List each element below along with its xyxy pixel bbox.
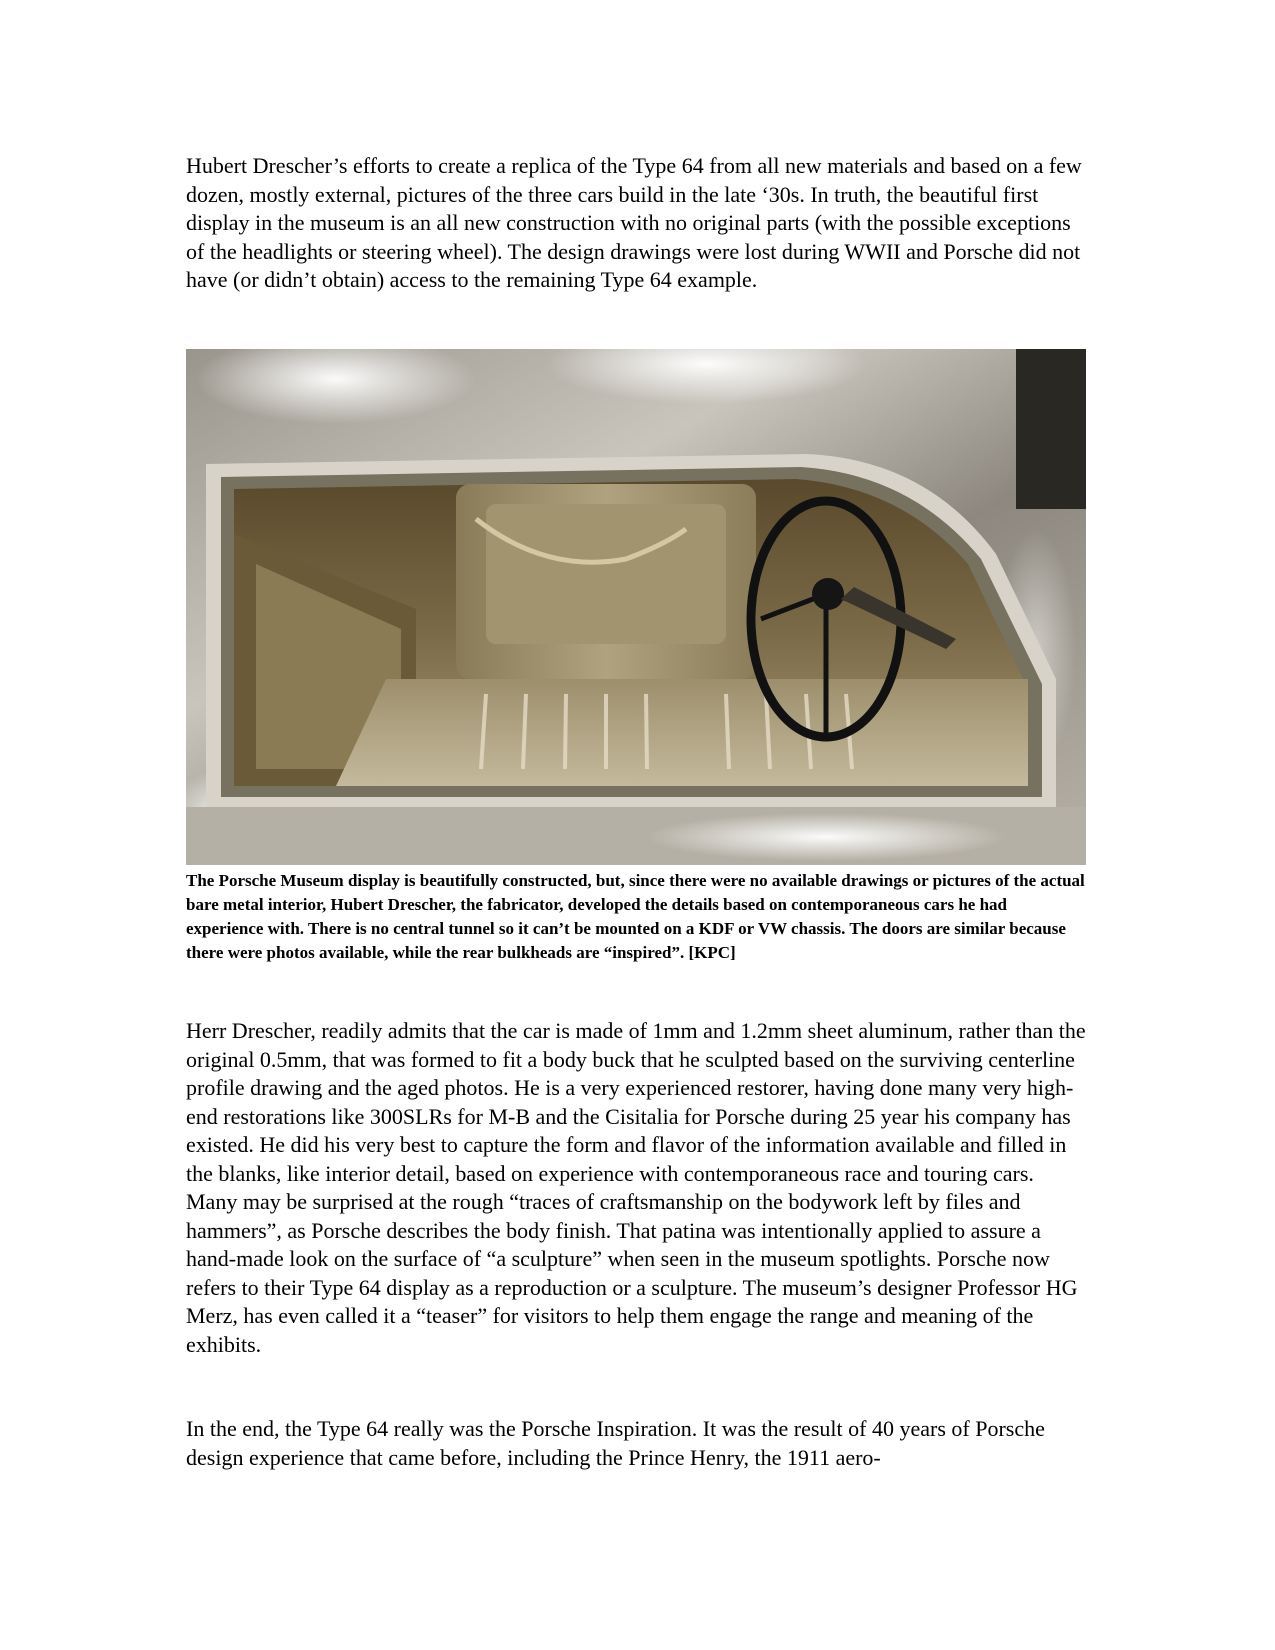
body-paragraph-2: Herr Drescher, readily admits that the car is made of 1mm and 1.2mm sheet aluminum, rather than the original 0.5mm, that was formed to fit a body buck that he sculpted based on the surviving centerline profile drawing and the aged photos. He is a very experienced restorer, having done many very high-end restorations like 300SLRs for M-B and the Cisitalia for Porsche during 25 year his company has existed. He did his very best to capture the form and flavor of the information available and filled in the blanks, like interior detail, based on experience with contemporaneous race and touring cars. Many may be surprised at the rough “traces of craftsmanship on the bodywork left by files and hammers”, as Porsche describes the body finish. That patina was intentionally applied to assure a hand-made look on the surface of “a sculpture” when seen in the museum spotlights. Porsche now refers to their Type 64 display as a reproduction or a sculpture. The museum’s designer Professor HG Merz, has even called it a “teaser” for visitors to help them engage the range and meaning of the exhibits.: [186, 1018, 1086, 1357]
figure-caption: The Porsche Museum display is beautifully constructed, but, since there were no available drawings or pictures of the actual bare metal interior, Hubert Drescher, the fabricator, developed the details based on contemporaneous cars he had experience with. There is no central tunnel so it can’t be mounted on a KDF or VW chassis. The doors are similar because there were photos available, while the rear bulkheads are “inspired”. [KPC]: [186, 871, 1085, 962]
body-paragraph-3: In the end, the Type 64 really was the Porsche Inspiration. It was the result of 40 years of Porsche design experience that came before, including the Prince Henry, the 1911 aero-: [186, 1416, 1045, 1470]
body-paragraph-1: Hubert Drescher’s efforts to create a replica of the Type 64 from all new materials and based on a few dozen, mostly external, pictures of the three cars build in the late ‘30s. In truth, the beautiful first display in the museum is an all new construction with no original parts (with the possible exceptions of the headlights or steering wheel). The design drawings were lost during WWII and Porsche did not have (or didn’t obtain) access to the remaining Type 64 example.: [186, 153, 1082, 292]
car-interior-photo: [186, 349, 1086, 865]
